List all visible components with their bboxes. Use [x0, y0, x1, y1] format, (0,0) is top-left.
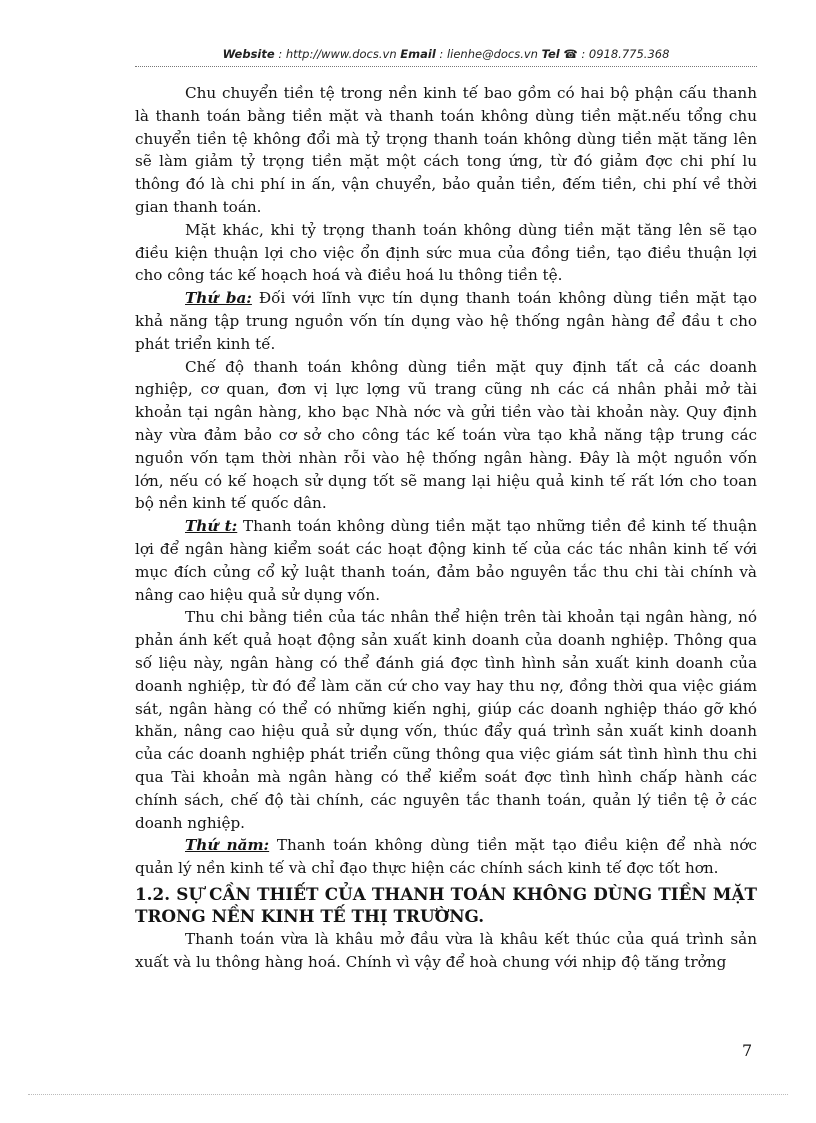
paragraph-3 — [135, 287, 757, 355]
paragraph-6: Thu chi bằng tiền của tác nhân thể hiện trên tài khoản tại ngân hàng, nó phản ánh kết quả hoạt động sản xuất kinh doanh của doanh nghiệp. Thông qua số liệu này, ngân hàng có thể đánh giá đợc tình hình sản xuất kinh doanh của doanh nghiệp, từ đó để làm căn cứ cho vay hay thu nợ, đồng thời qua việc giám sát, ngân hàng có thể có những kiến nghị, giúp các doanh nghiệp tháo gỡ khó khăn, nâng cao hiệu quả sử dụng vốn, thúc đẩy quá trình sản xuất kinh doanh của các doanh nghiệp phát triển cũng thông qua việc giám sát tình hình thu chi qua Tài khoản mà ngân hàng có thể kiểm soát đợc tình hình chấp hành các chính sách, chế độ tài chính, các nguyên tắc thanh toán, quản lý tiền tệ ở các doanh nghiệp. — [135, 608, 757, 832]
paragraph-7-text: Thanh toán không dùng tiền mặt tạo điều kiện để nhà nớc quản lý nền kinh tế và chỉ đạo thực hiện các chính sách kinh tế đợc tốt hơn. — [135, 836, 757, 878]
paragraph-3-lead: Thứ ba: — [185, 289, 252, 308]
header-divider — [135, 66, 757, 67]
paragraph-1: Chu chuyển tiền tệ trong nền kinh tế bao gồm có hai bộ phận cấu thanh là thanh toán bằng tiền mặt và thanh toán không dùng tiền mặt.nếu tổng chu chuyển tiền tệ không đổi mà tỷ trọng thanh toán không dùng tiền mặt tăng lên sẽ làm giảm tỷ trọng tiền mặt một cách tong ứng, từ đó giảm đợc chi phí lu thông đó là chi phí in ấn, vận chuyển, bảo quản tiền, đếm tiền, chi phí về thời gian thanh toán. — [135, 84, 757, 216]
page-number: 7 — [742, 1041, 753, 1060]
page-header — [135, 47, 757, 61]
document-body — [135, 82, 757, 973]
paragraph-5 — [135, 515, 757, 606]
paragraph-5-text: Thanh toán không dùng tiền mặt tạo những tiền đề kinh tế thuận lợi để ngân hàng kiểm soát các hoạt động kinh tế của các tác nhân kinh tế với mục đích củng cổ kỷ luật thanh toán, đảm bảo nguyên tắc thu chi tài chính và nâng cao hiệu quả sử dụng vốn. — [135, 517, 758, 604]
paragraph-4: Chế độ thanh toán không dùng tiền mặt quy định tất cả các doanh nghiệp, cơ quan, đơn vị lực lợng vũ trang cũng nh các cá nhân phải mở tài khoản tại ngân hàng, kho bạc Nhà nớc và gửi tiền vào tài khoản này. Quy định này vừa đảm bảo cơ sở cho công tác kế toán vừa tạo khả năng tập trung các nguồn vốn tạm thời nhàn rỗi vào hệ thống ngân hàng. Đây là một nguồn vốn lớn, nếu có kế hoạch sử dụng tốt sẽ mang lại hiệu quả kinh tế rất lớn cho toan bộ nền kinh tế quốc dân. — [135, 357, 757, 513]
paragraph-7-lead: Thứ năm: — [185, 836, 270, 855]
tel-value: ☎ : 0918.775.368 — [563, 47, 670, 61]
paragraph-3-text: Đối với lĩnh vực tín dụng thanh toán không dùng tiền mặt tạo khả năng tập trung nguồn vốn tín dụng vào hệ thống ngân hàng để đầu t cho phát triển kinh tế. — [135, 289, 757, 353]
section-heading: 1.2. SỰ CẦN THIẾT CỦA THANH TOÁN KHÔNG DÙNG TIỀN MẶT TRONG NỀN KINH TẾ THỊ TRƯỜNG. — [135, 883, 757, 927]
website-label: Website — [222, 47, 275, 61]
tel-label: Tel — [541, 47, 560, 61]
website-value: : http://www.docs.vn — [278, 47, 397, 61]
email-label: Email — [400, 47, 436, 61]
footer-divider — [28, 1094, 788, 1095]
email-value: : lienhe@docs.vn — [439, 47, 538, 61]
paragraph-5-lead: Thứ t: — [185, 517, 238, 536]
paragraph-8: Thanh toán vừa là khâu mở đầu vừa là khâu kết thúc của quá trình sản xuất và lu thông hàng hoá. Chính vì vậy để hoà chung với nhịp độ tăng trởng — [135, 929, 757, 971]
paragraph-7 — [135, 834, 757, 880]
paragraph-2: Mặt khác, khi tỷ trọng thanh toán không dùng tiền mặt tăng lên sẽ tạo điều kiện thuận lợi cho việc ổn định sức mua của đồng tiền, tạo điều thuận lợi cho công tác kế hoạch hoá và điều hoá lu thông tiền tệ. — [135, 220, 757, 285]
